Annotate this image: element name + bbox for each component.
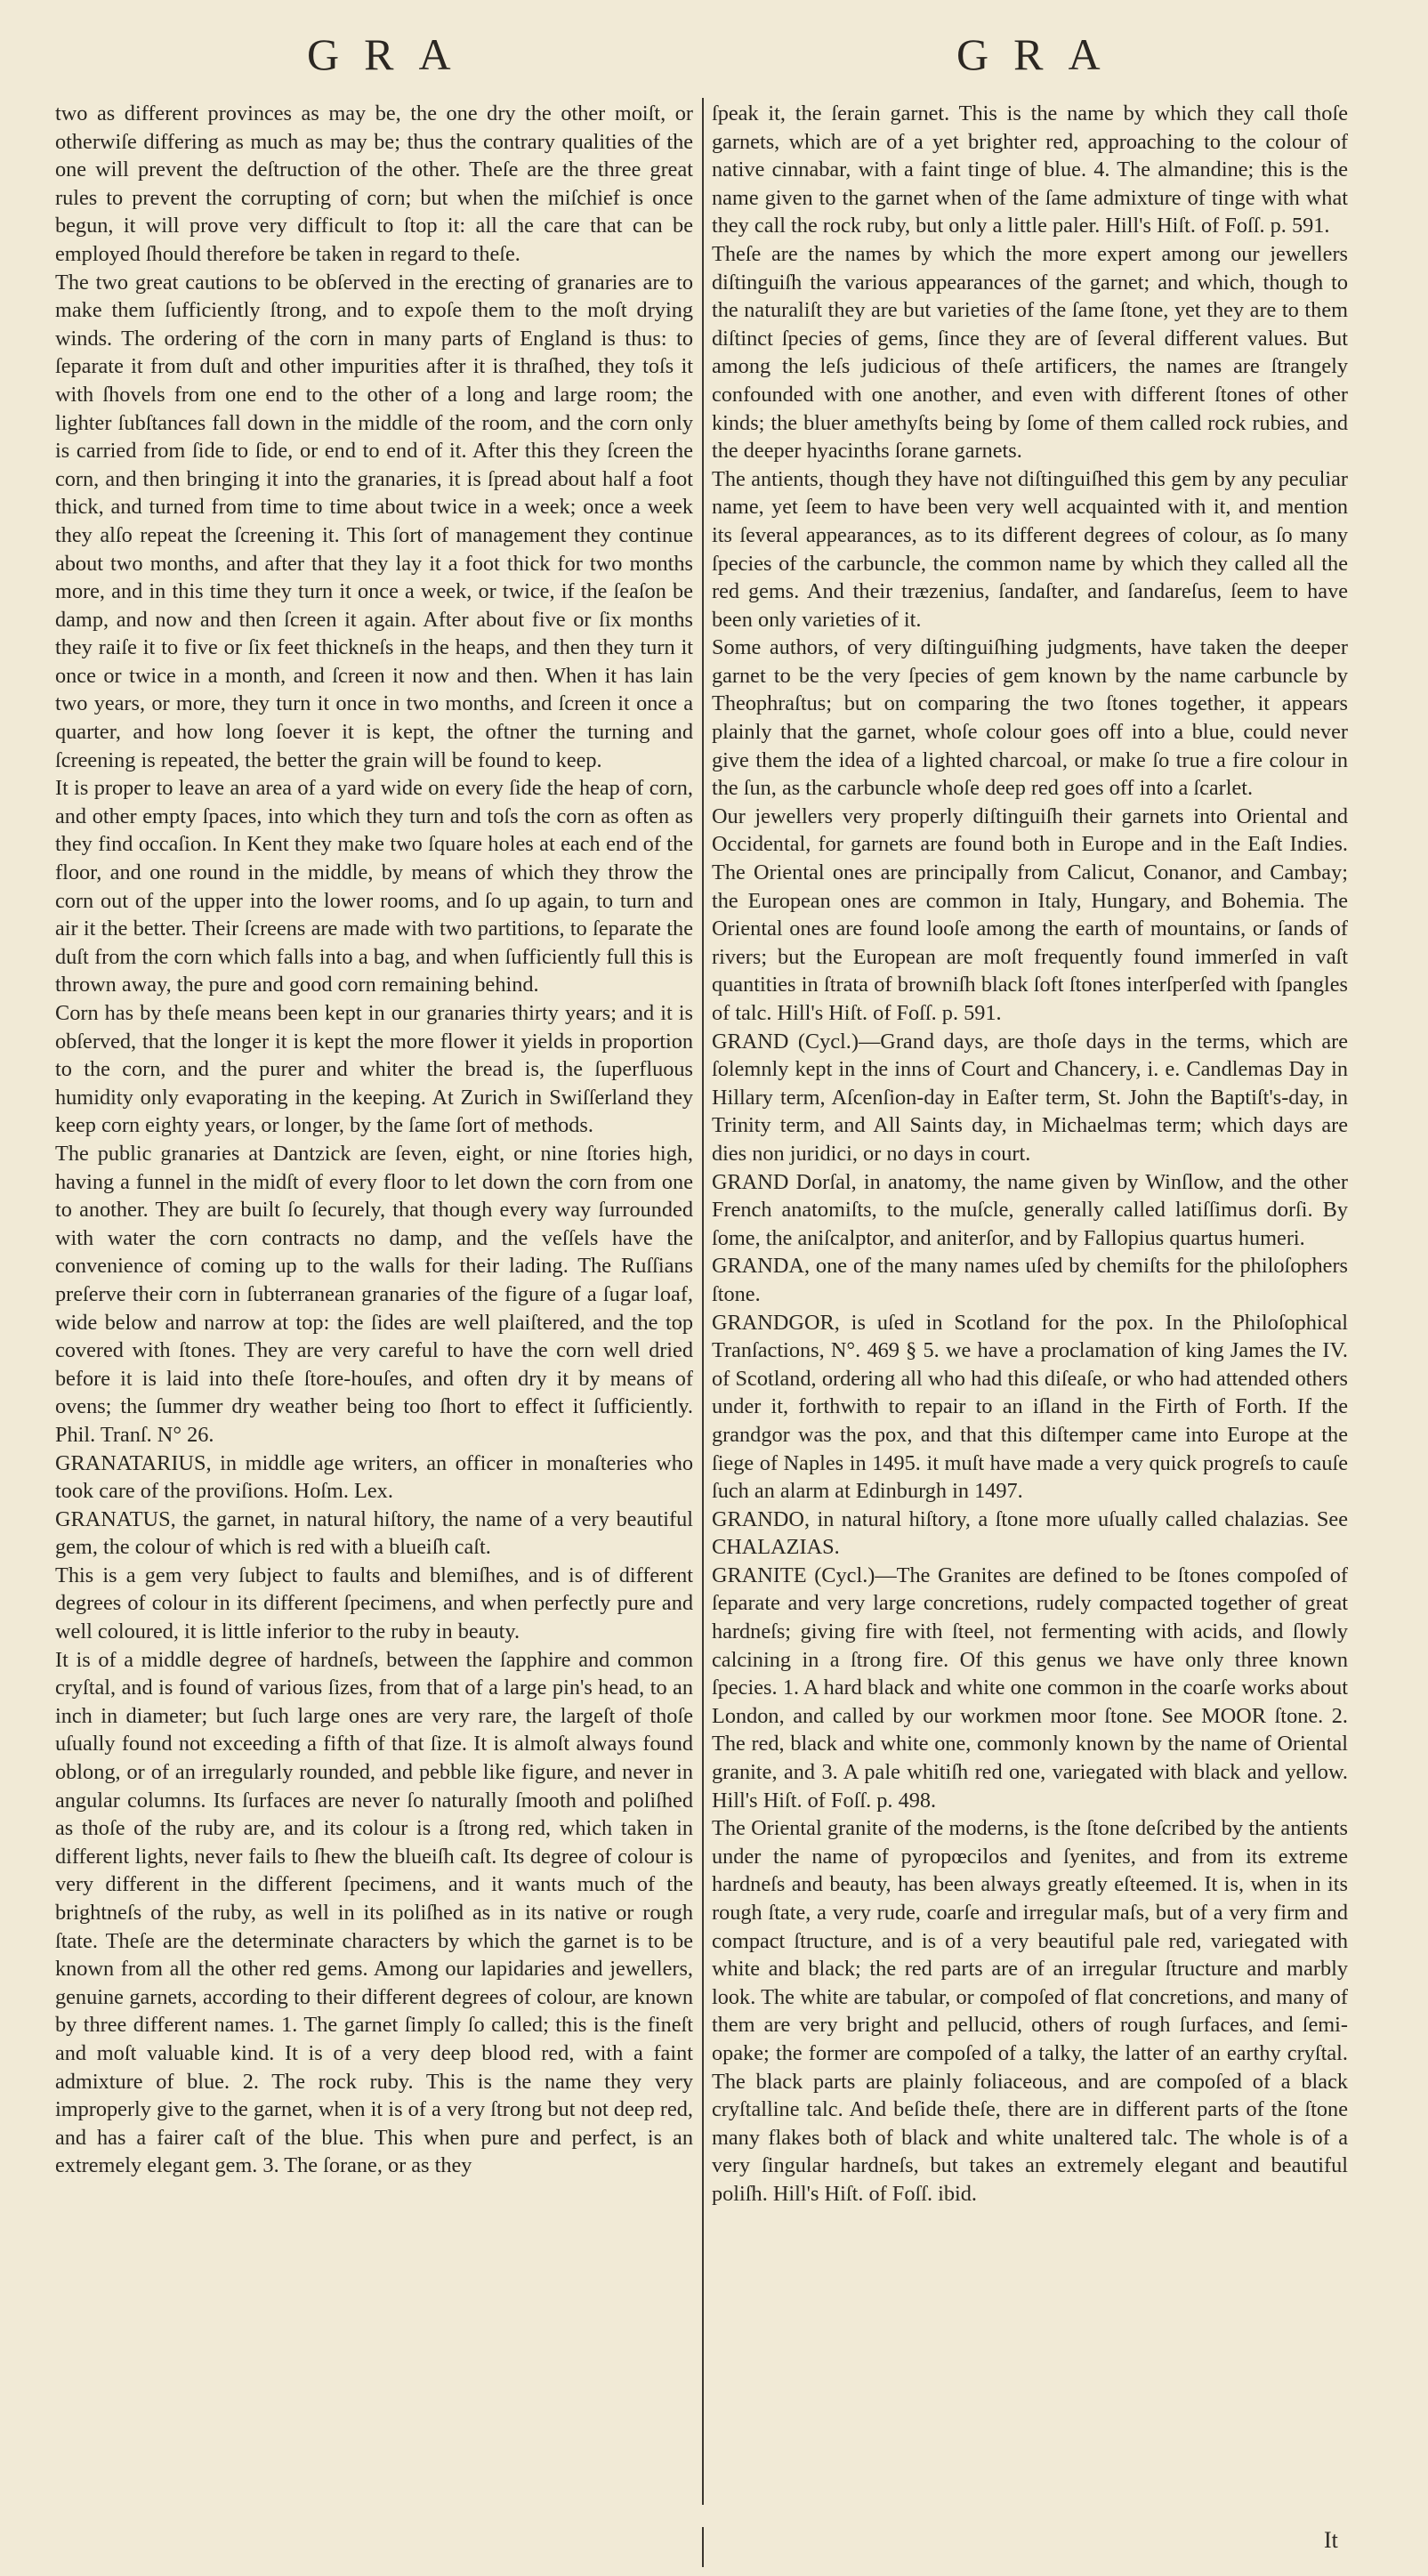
paragraph: The public granaries at Dantzick are ſeven, eight, or nine ſtories high, having a funnel in the midſt of every floor to let down the corn from one to another. They are built ſo ſecurely, that though every way ſurrounded with water the corn contracts no damp, and the veſſels have the convenience of coming up to the walls for their lading. The Ruſſians preſerve their corn in ſubterranean granaries of the figure of a ſugar loaf, wide below and narrow at top: the ſides are well plaiſtered, and the top covered with ſtones. They are very careful to have the corn well dried before it is laid into theſe ſtore-houſes, and often dry it by means of ovens; the ſummer dry weather being too ſhort to effect it ſufficiently. Phil. Tranſ. N° 26. — [55, 1141, 693, 1447]
entry-granatarius: GRANATARIUS, in middle age writers, an officer in monaſteries who took care of the proviſions. Hoſm. Lex. — [55, 1450, 693, 1504]
paragraph: Some authors, of very diſtinguiſhing judgments, have taken the deeper garnet to be the very ſpecies of gem known by the name carbuncle by Theophraſtus; but on comparing the two ſtones together, it appears plainly that the garnet, whoſe colour goes off into a blue, could never give them the idea of a lighted charcoal, or make ſo true a fire colour in the ſun, as the carbuncle whoſe deep red goes off into a ſcarlet. — [712, 635, 1348, 801]
entry-granda: GRANDA, one of the many names uſed by chemiſts for the philoſophers ſtone. — [712, 1254, 1348, 1306]
paragraph: Our jewellers very properly diſtinguiſh their garnets into Oriental and Occidental, for garnets are found both in Europe and in the Eaſt Indies. The Oriental ones are principally from Calicut, Conanor, and Cambay; the European ones are common in Italy, Hungary, and Bohemia. The Oriental ones are found looſe among the earth of mountains, or ſands of rivers; but the European are moſt frequently found immerſed in vaſt quantities in ſtrata of browniſh black ſoft ſtones interſperſed with ſpangles of talc. Hill's Hiſt. of Foſſ. p. 591. — [712, 803, 1348, 1025]
entry-grand-dorsal: GRAND Dorſal, in anatomy, the name given by Winſlow, and the other French anatomiſts, to the muſcle, generally called latiſſimus dorſi. By ſome, the aniſcalptor, and aniterſor, and by Fallopius quartus humeri. — [712, 1169, 1348, 1250]
right-column — [712, 100, 1348, 2209]
paragraph: It is proper to leave an area of a yard wide on every ſide the heap of corn, and other empty ſpaces, into which they turn and toſs the corn as often as they find occaſion. In Kent they make two ſquare holes at each end of the floor, and one round in the middle, by means of which they throw the corn out of the upper into the lower rooms, and ſo up again, to turn and air it the better. Their ſcreens are made with two partitions, to ſeparate the duſt from the corn which falls into a bag, and when ſufficiently full this is thrown away, the pure and good corn remaining behind. — [55, 776, 693, 997]
column-rule — [702, 98, 704, 2505]
entry-granite: GRANITE (Cycl.)—The Granites are defined to be ſtones compoſed of ſeparate and very large concretions, rudely compacted together of great hardneſs; giving fire with ſteel, not fermenting with acids, and ſlowly calcining in a ſtrong fire. Of this genus we have only three known ſpecies. 1. A hard black and white one common in the coarſe works about London, and called by our workmen moor ſtone. See MOOR ſtone. 2. The red, black and white one, commonly known by the name of Oriental granite, and 3. A pale whitiſh red one, variegated with black and yellow. Hill's Hiſt. of Foſſ. p. 498. — [712, 1563, 1348, 1813]
paragraph: two as different provinces as may be, the one dry the other moiſt, or otherwiſe differing as much as may be; thus the contrary qualities of the one will prevent the deſtruction of the other. Theſe are the three great rules to prevent the corrupting of corn; but when the miſchief is once begun, it will prove very difficult to ſtop it: all the care that can be employed ſhould therefore be taken in regard to theſe. — [55, 101, 693, 266]
paragraph: Theſe are the names by which the more expert among our jewellers diſtinguiſh the various appearances of the garnet; and which, though to the naturaliſt they are but varieties of the ſame ſtone, yet they are to them diſtinct ſpecies of gems, ſince they are of ſeveral different values. But among the leſs judicious of theſe artificers, the names are ſtrangely confounded with one another, and even with different ſtones of other kinds; the bluer amethyſts being by ſome of them called rock rubies, and the deeper hyacinths ſorane garnets. — [712, 241, 1348, 464]
paragraph: It is of a middle degree of hardneſs, between the ſapphire and common cryſtal, and is found of various ſizes, from that of a large pin's head, to an inch in diameter; but ſuch large ones are very rare, the largeſt of thoſe uſually found not exceeding a fifth of that ſize. It is almoſt always found oblong, or of an irregularly rounded, and pebble like figure, and never in angular columns. Its ſurfaces are never ſo naturally ſmooth and poliſhed as thoſe of the ruby are, and its colour is a ſtrong red, which taken in different lights, never fails to ſhew the blueiſh caſt. Its degree of colour is very different in the different ſpecimens, and it wants much of the brightneſs of the ruby, as well in its poliſhed as in its native or rough ſtate. Theſe are the determinate characters by which the garnet is to be known from all the other red gems. Among our lapidaries and jewellers, genuine garnets, according to their different degrees of colour, are known by three different names. 1. The garnet ſimply ſo called; this is the fineſt and moſt valuable kind. It is of a very deep blood red, with a faint admixture of blue. 2. The rock ruby. This is the name they very improperly give to the garnet, when it is of a very ſtrong but not deep red, and has a fairer caſt of the blue. This when pure and perfect, is an extremely elegant gem. 3. The ſorane, or as they — [55, 1647, 693, 2178]
entry-grando: GRANDO, in natural hiſtory, a ſtone more uſually called chalazias. See CHALAZIAS. — [712, 1506, 1348, 1560]
paragraph: The two great cautions to be obſerved in the erecting of granaries are to make them ſufficiently ſtrong, and to expoſe them to the moſt drying winds. The ordering of the corn in many parts of England is thus: to ſeparate it from duſt and other impurities after it is thraſhed, they toſs it with ſhovels from one end to the other of a long and large room; the lighter ſubſtances fall down in the middle of the room, and the corn only is carried from ſide to ſide, or end to end of it. After this they ſcreen the corn, and then bringing it into the granaries, it is ſpread about half a foot thick, and turned from time to time about twice in a week; once a week they alſo repeat the ſcreening it. This ſort of management they continue about two months, and after that they lay it a foot thick for two months more, and in this time they turn it once a week, or twice, if the ſeaſon be damp, and now and then ſcreen it again. After about five or ſix months they raiſe it to five or ſix feet thickneſs in the heaps, and then they turn it once or twice in a month, and ſcreen it now and then. When it has lain two years, or more, they turn it once in two months, and ſcreen it once a quarter, and how long ſoever it is kept, the oftner the turning and ſcreening is repeated, the better the grain will be found to keep. — [55, 270, 693, 772]
running-head-left: GRA — [307, 29, 476, 79]
left-column — [55, 100, 693, 2180]
paragraph: The Oriental granite of the moderns, is the ſtone deſcribed by the antients under the name of pyropœcilos and ſyenites, and from its extreme hardneſs and beauty, has been always greatly eſteemed. It is, when in its rough ſtate, a very rude, coarſe and irregular maſs, but of a very firm and compact ſtructure, and is of a very beautiful pale red, variegated with white and black; the red parts are of an irregular ſtructure and marbly look. The white are tabular, or compoſed of flat concretions, and many of them are very bright and pellucid, others of rough ſurfaces, and ſemi-opake; the former are compoſed of a talky, the latter of an earthy cryſtal. The black parts are plainly foliaceous, and are compoſed of a black cryſtalline talc. And beſide theſe, there are in different parts of the ſtone many flakes both of black and white unaltered talc. The whole is of a very ſingular hardneſs, but takes an extremely elegant and beautiful poliſh. Hill's Hiſt. of Foſſ. ibid. — [712, 1816, 1348, 2206]
running-head-right: GRA — [956, 29, 1125, 79]
entry-grand: GRAND (Cycl.)—Grand days, are thoſe days in the terms, which are ſolemnly kept in the inns of Court and Chancery, i. e. Candlemas Day in Hillary term, Aſcenſion-day in Eaſter term, St. John the Baptiſt's-day, in Trinity term, and All Saints day, in Michaelmas term; which days are dies non juridici, or no days in court. — [712, 1029, 1348, 1166]
entry-granatus: GRANATUS, the garnet, in natural hiſtory, the name of a very beautiful gem, the colour of which is red with a blueiſh caſt. — [55, 1506, 693, 1560]
paragraph: ſpeak it, the ſerain garnet. This is the name by which they call thoſe garnets, which are of a yet brighter red, approaching to the colour of native cinnabar, with a faint tinge of blue. 4. The almandine; this is the name given to the garnet when of the ſame admixture of tinge with what they call the rock ruby, but only a little paler. Hill's Hiſt. of Foſſ. p. 591. — [712, 101, 1348, 238]
catchword: It — [1324, 2527, 1338, 2553]
paragraph: The antients, though they have not diſtinguiſhed this gem by any peculiar name, yet ſeem to have been very well acquainted with it, and mention its ſeveral appearances, as to its different degrees of colour, as ſo many ſpecies of the carbuncle, the common name by which they called all the red gems. And their træzenius, ſandaſter, and ſandareſus, ſeem to have been only varieties of it. — [712, 466, 1348, 632]
column-rule-tail — [702, 2527, 704, 2567]
entry-grandgor: GRANDGOR, is uſed in Scotland for the pox. In the Philoſophical Tranſactions, N°. 469 § 5. we have a proclamation of king James the IV. of Scotland, ordering all who had this diſeaſe, or who had attended others under it, forthwith to repair to an iſland in the Firth of Forth. If the grandgor was the pox, and that this diſtemper came into Europe at the ſiege of Naples in 1495. it muſt have made a very quick progreſs to cauſe ſuch an alarm at Edinburgh in 1497. — [712, 1310, 1348, 1504]
paragraph: Corn has by theſe means been kept in our granaries thirty years; and it is obſerved, that the longer it is kept the more flower it yields in proportion to the corn, and the purer and whiter the bread is, the ſuperfluous humidity only evaporating in the keeping. At Zurich in Swiſſerland they keep corn eighty years, or longer, by the ſame ſort of methods. — [55, 1001, 693, 1138]
paragraph: This is a gem very ſubject to faults and blemiſhes, and is of different degrees of colour in its different ſpecimens, and when perfectly pure and well coloured, it is little inferior to the ruby in beauty. — [55, 1563, 693, 1644]
